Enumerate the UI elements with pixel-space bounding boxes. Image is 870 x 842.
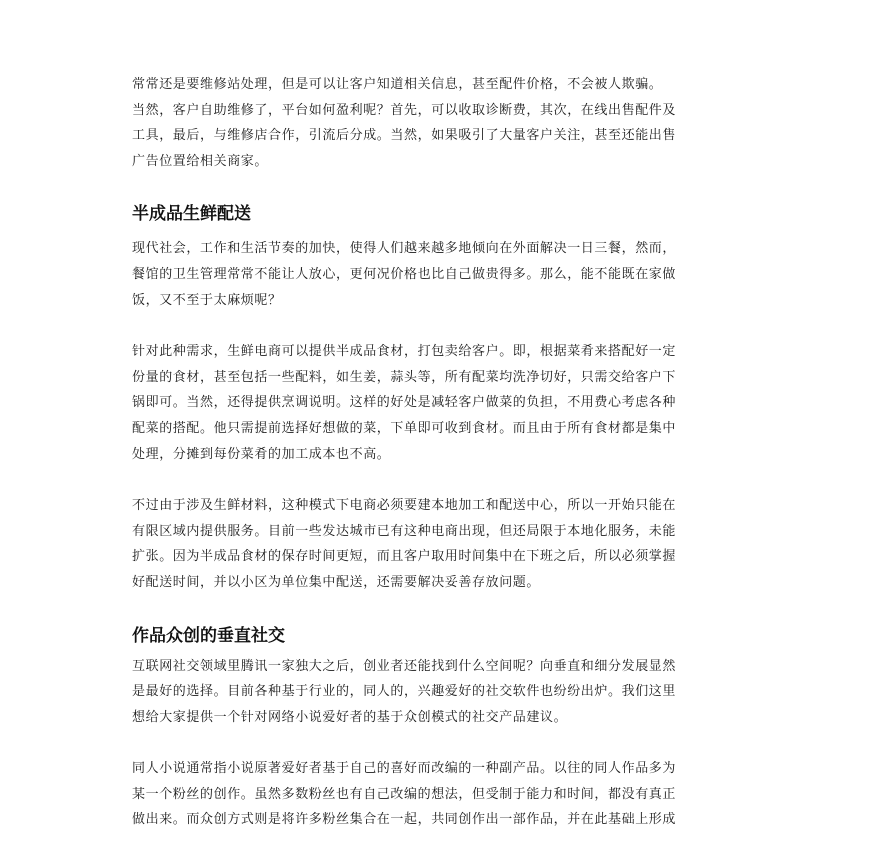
text-line: 工具，最后，与维修店合作，引流后分成。当然，如果吸引了大量客户关注，甚至还能出售 [132, 128, 677, 144]
section-heading-fresh-delivery: 半成品生鲜配送 [132, 204, 251, 225]
text-line: 广告位置给相关商家。 [132, 153, 269, 169]
document-page [132, 72, 744, 833]
text-line: 同人小说通常指小说原著爱好者基于自己的喜好而改编的一种副产品。以往的同人作品多为 [132, 761, 677, 777]
text-line: 扩张。因为半成品食材的保存时间更短，而且客户取用时间集中在下班之后，所以必须掌握 [132, 549, 677, 565]
text-line: 餐馆的卫生管理常常不能让人放心，更何况价格也比自己做贵得多。那么，能不能既在家做 [132, 266, 677, 282]
text-line: 现代社会，工作和生活节奏的加快，使得人们越来越多地倾向在外面解决一日三餐，然而， [132, 241, 677, 257]
text-line: 互联网社交领域里腾讯一家独大之后，创业者还能找到什么空间呢？向垂直和细分发展显然 [132, 658, 677, 674]
text-line: 有限区域内提供服务。目前一些发达城市已有这种电商出现，但还局限于本地化服务，未能 [132, 523, 677, 539]
text-line: 是最好的选择。目前各种基于行业的，同人的，兴趣爱好的社交软件也纷纷出炉。我们这里 [132, 684, 677, 700]
text-line: 不过由于涉及生鲜材料，这种模式下电商必须要建本地加工和配送中心，所以一开始只能在 [132, 498, 677, 514]
text-line: 好配送时间，并以小区为单位集中配送，还需要解决妥善存放问题。 [132, 574, 541, 590]
paragraph-repair-platform [132, 72, 744, 174]
text-line: 针对此种需求，生鲜电商可以提供半成品食材，打包卖给客户。即，根据菜肴来搭配好一定 [132, 344, 677, 360]
text-line: 当然，客户自助维修了，平台如何盈利呢？首先，可以收取诊断费，其次，在线出售配件及 [132, 102, 677, 118]
paragraph-internet-social [132, 654, 744, 731]
paragraph-modern-society [132, 236, 744, 313]
section-heading-vertical-social: 作品众创的垂直社交 [132, 625, 285, 646]
text-line: 锅即可。当然，还得提供烹调说明。这样的好处是减轻客户做菜的负担，不用费心考虑各种 [132, 395, 677, 411]
text-line: 想给大家提供一个针对网络小说爱好者的基于众创模式的社交产品建议。 [132, 709, 568, 725]
text-line: 常常还是要维修站处理，但是可以让客户知道相关信息，甚至配件价格，不会被人欺骗。 [132, 77, 663, 92]
paragraph-semi-finished-ingredients [132, 339, 744, 467]
text-line: 某一个粉丝的创作。虽然多数粉丝也有自己改编的想法，但受制于能力和时间，都没有真正 [132, 786, 677, 802]
paragraph-local-processing [132, 493, 744, 595]
text-line: 饭，又不至于太麻烦呢？ [132, 292, 282, 308]
text-line: 做出来。而众创方式则是将许多粉丝集合在一起，共同创作出一部作品，并在此基础上形成 [132, 812, 677, 828]
text-line: 份量的食材，甚至包括一些配料，如生姜，蒜头等，所有配菜均洗净切好，只需交给客户下 [132, 369, 677, 385]
paragraph-fan-fiction [132, 756, 744, 833]
text-line: 配菜的搭配。他只需提前选择好想做的菜，下单即可收到食材。而且由于所有食材都是集中 [132, 420, 677, 436]
text-line: 处理，分摊到每份菜肴的加工成本也不高。 [132, 446, 391, 462]
